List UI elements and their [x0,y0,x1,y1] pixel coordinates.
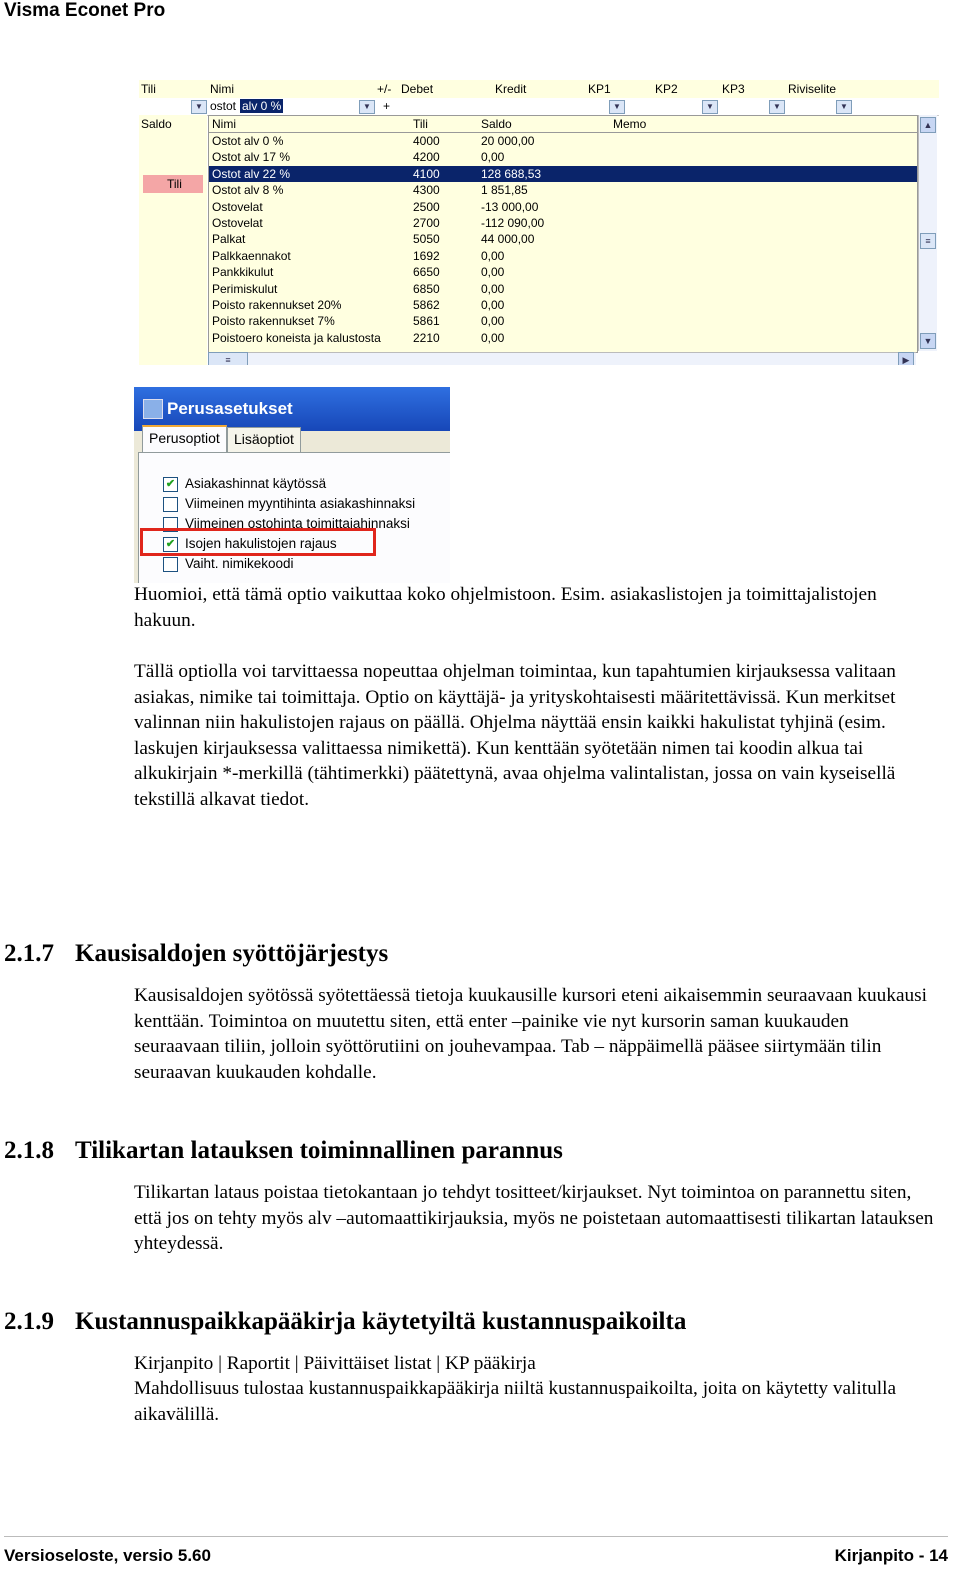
col-kp3[interactable]: KP3 [722,82,745,96]
vertical-scrollbar[interactable] [918,115,937,351]
col-kp1[interactable]: KP1 [588,82,611,96]
chevron-down-icon[interactable]: ▼ [769,100,785,114]
table-row[interactable]: Ostovelat 2700 -112 090,00 [212,215,545,230]
checkbox-icon[interactable] [163,497,178,512]
chevron-down-icon[interactable]: ▼ [609,100,625,114]
scroll-down-icon[interactable]: ▼ [920,333,936,349]
table-row[interactable]: Poisto rakennukset 20% 5862 0,00 [212,297,505,312]
footer-page: Kirjanpito - 14 [834,1546,948,1565]
table-row-selected[interactable]: Ostot alv 22 % 4100 128 688,53 [209,166,917,182]
lookup-list-header [209,116,917,133]
filter-selection: alv 0 % [242,99,282,113]
chevron-down-icon[interactable]: ▼ [191,100,207,114]
section-text-219: Mahdollisuus tulostaa kustannuspaikkapääkirja niiltä kustannuspaikoilta, joita on käytetty valitulla aikavälillä. [134,1378,897,1425]
tili-field[interactable]: Tili [143,175,203,193]
section-text-218: Tilikartan lataus poistaa tietokantaan jo tehdyt tositteet/kirjaukset. Nyt toimintoa on parannettu siten, että jos on tehty myös alv –automaattikirjauksia, myös ne poistetaan automaattisesti tilikartan latauksen yhteydessä. [134,1182,934,1254]
dialog-body: ✔ Asiakashinnat käytössä Viimeinen myyntihinta asiakashinnaksi Viimeinen ostohinta toimittajahinnaksi ✔ Isojen hakulistojen rajaus Vaiht. nimikekoodi [138,452,450,583]
scroll-right-icon[interactable]: ▶ [898,352,914,365]
horizontal-scrollbar[interactable] [208,352,916,365]
col-kredit[interactable]: Kredit [495,82,527,96]
col-debet[interactable]: Debet [401,82,434,96]
col-kp2[interactable]: KP2 [655,82,678,96]
checkbox-icon[interactable] [163,557,178,572]
section-heading-217: 2.1.7 Kausisaldojen syöttöjärjestys [4,940,389,967]
account-grid-screenshot [139,80,939,365]
table-row[interactable]: Palkkaennakot 1692 0,00 [212,248,505,263]
table-row[interactable]: Ostot alv 8 % 4300 1 851,85 [212,183,528,198]
highlight-box [140,528,376,556]
col-tili[interactable]: Tili [141,82,156,96]
lookup-col-memo[interactable]: Memo [613,117,647,131]
saldo-label: Saldo [141,117,172,131]
document-header: Visma Econet Pro [4,0,166,21]
filter-input[interactable]: ostot [210,99,237,113]
table-row[interactable]: Perimiskulut 6850 0,00 [212,281,505,296]
lookup-col-tili[interactable]: Tili [413,117,428,131]
table-row[interactable]: Poisto rakennukset 7% 5861 0,00 [212,314,505,329]
lookup-col-nimi[interactable]: Nimi [212,117,236,131]
lookup-col-saldo[interactable]: Saldo [481,117,512,131]
paragraph-description: Tällä optiolla voi tarvittaessa nopeuttaa ohjelman toimintaa, kun tapahtumien kirjauksessa valitaan asiakas, nimike tai toimittaja. Optio on käyttäjä- ja yrityskohtaisesti määritettävissä. Kun merkitset valinnan niin hakulistojen rajaus on päällä. Ohjelma näyttää ensin kaikki hakulistat tyhjinä (esim. laskujen kirjauksessa valittaessa nimikettä). Kun kenttään syötetään nimen tai koodin alkua tai alkukirjain *-merkillä (tähtimerkki) päätettynä, avaa ohjelma valintalistan, jossa on vain kyseisellä tekstillä alkavat tiedot. [134,661,896,810]
tab-perusoptiot[interactable]: Perusoptiot [142,425,227,454]
col-riviselite[interactable]: Riviselite [788,82,837,96]
col-plusminus[interactable]: +/- [377,82,392,96]
checkbox-checked-icon[interactable]: ✔ [163,477,178,492]
lookup-list [208,115,918,353]
tab-lisaoptiot[interactable]: Lisäoptiot [227,427,301,452]
dialog-tabs [134,427,450,453]
footer-version: Versioseloste, versio 5.60 [4,1546,211,1565]
col-nimi[interactable]: Nimi [210,82,234,96]
chevron-down-icon[interactable]: ▼ [359,100,375,114]
table-row[interactable]: Poistoero koneista ja kalustosta 2210 0,00 [212,330,505,345]
section-heading-219: 2.1.9 Kustannuspaikkapääkirja käytetyiltä kustannuspaikoilta [4,1308,687,1335]
paragraph-note: Huomioi, että tämä optio vaikuttaa koko ohjelmistoon. Esim. asiakaslistojen ja toimittajalistojen hakuun. [134,584,877,631]
scroll-up-icon[interactable]: ▲ [920,117,936,133]
section-text-217: Kausisaldojen syötössä syötettäessä tietoja kuukausille kursori eteni aikaisemmin seuraavaan kuukausi kenttään. Toimintoa on muutettu siten, että enter –painike vie nyt kursorin saman kuukauden seuraavaan tiliin, jolloin syöttörutiini on jouhevampaa. Tab – näppäimellä pääsee siirtymään tilin seuraavan kuukauden kohdalle. [134,985,928,1083]
chevron-down-icon[interactable]: ▼ [836,100,852,114]
checkbox-checked-icon[interactable]: ✔ [163,537,178,552]
table-row[interactable]: Ostot alv 0 % 4000 20 000,00 [212,134,535,148]
scroll-thumb-horizontal[interactable]: ≡ [208,352,248,365]
table-row[interactable]: Ostovelat 2500 -13 000,00 [212,199,539,214]
section-heading-218: 2.1.8 Tilikartan latauksen toiminnallinen parannus [4,1137,563,1164]
grid-left-panel [139,115,207,365]
menu-path: Kirjanpito | Raportit | Päivittäiset listat | KP pääkirja [134,1353,536,1374]
app-icon [143,399,163,419]
footer-divider [4,1536,948,1537]
lookup-rows [209,133,917,346]
plus-toggle[interactable]: + [383,99,391,113]
chevron-down-icon[interactable]: ▼ [702,100,718,114]
grid-column-header [139,80,939,98]
grid-filter-row [139,98,939,116]
table-row[interactable]: Palkat 5050 44 000,00 [212,232,535,247]
table-row[interactable]: Ostot alv 17 % 4200 0,00 [212,150,505,165]
scroll-thumb[interactable]: ≡ [920,233,936,249]
dialog-title: Perusasetukset [167,399,293,418]
table-row[interactable]: Pankkikulut 6650 0,00 [212,265,505,280]
